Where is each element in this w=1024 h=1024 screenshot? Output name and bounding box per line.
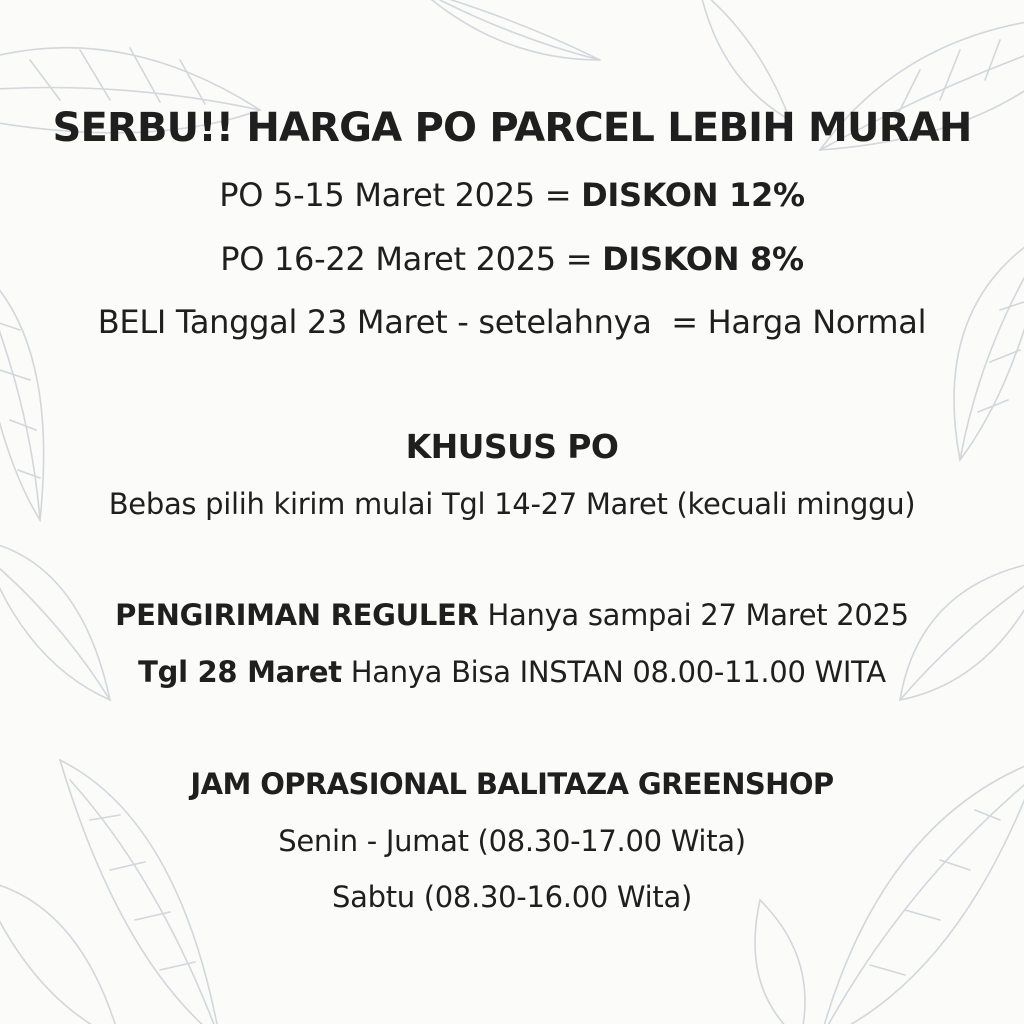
regular-shipping-line (0, 598, 1024, 632)
promo-line-2 (0, 240, 1024, 278)
leaf-top-center-icon (420, 0, 600, 60)
regular-shipping-label: PENGIRIMAN REGULER (115, 598, 479, 632)
instant-shipping-text: Hanya Bisa INSTAN 08.00-11.00 WITA (341, 655, 886, 689)
promo-line-3: BELI Tanggal 23 Maret - setelahnya = Harga Normal (97, 303, 927, 341)
khusus-po-title: KHUSUS PO (405, 427, 619, 466)
promo-line-1-text: PO 5-15 Maret 2025 = (219, 176, 582, 214)
khusus-po-body: Bebas pilih kirim mulai Tgl 14-27 Maret (kecuali minggu) (108, 487, 916, 521)
promo-line-1 (0, 176, 1024, 214)
hours-weekday: Senin - Jumat (08.30-17.00 Wita) (278, 824, 746, 858)
instant-shipping-line (0, 655, 1024, 689)
instant-shipping-date: Tgl 28 Maret (138, 655, 342, 689)
headline: SERBU!! HARGA PO PARCEL LEBIH MURAH (52, 105, 972, 151)
discount-12: DISKON 12% (581, 176, 805, 214)
hours-saturday: Sabtu (08.30-16.00 Wita) (332, 880, 692, 914)
regular-shipping-text: Hanya sampai 27 Maret 2025 (478, 598, 909, 632)
discount-8: DISKON 8% (602, 240, 804, 278)
promo-line-2-text: PO 16-22 Maret 2025 = (220, 240, 603, 278)
hours-title: JAM OPRASIONAL BALITAZA GREENSHOP (190, 767, 834, 801)
